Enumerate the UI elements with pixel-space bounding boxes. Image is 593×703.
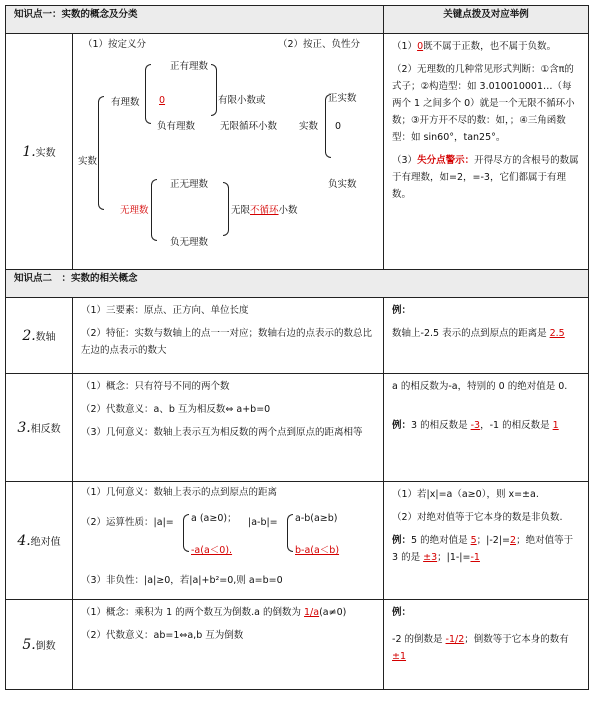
label-number-line: 2.数轴 bbox=[6, 298, 73, 374]
term-pos-rational: 正有理数 bbox=[170, 61, 209, 72]
opposite-content bbox=[73, 374, 384, 482]
number-line-content bbox=[73, 298, 384, 374]
notes-table bbox=[5, 5, 589, 690]
brace-finite bbox=[211, 64, 217, 116]
example-number-line: 数轴上-2.5 表示的点到原点的距离是 2.5 bbox=[392, 328, 565, 339]
keypoint-irrational-forms: （2）无理数的几种常见形式判断：①含π的式子；②构造型：如 3.010010001…（每两个 1 之间多个 0）就是一个无限不循环小数；③开方开不尽的数：如，；④三角函数型：如 sin60°，tan25°。 bbox=[392, 64, 575, 143]
header-keypoints: 关键点拨及对应举例 bbox=[384, 6, 589, 34]
abs-case-2: -a(a＜0). bbox=[191, 545, 233, 556]
label-absolute: 4.绝对值 bbox=[6, 482, 73, 600]
brace-rational bbox=[145, 64, 151, 124]
absolute-operation: （2）运算性质：|a|= bbox=[81, 517, 174, 528]
example-label-5: 例： bbox=[392, 607, 412, 618]
term-real: 实数 bbox=[78, 156, 98, 167]
term-inf-nonrepeating: 无限不循环小数 bbox=[231, 205, 298, 216]
absolute-content bbox=[73, 482, 384, 600]
header-row-2 bbox=[6, 270, 589, 298]
opposite-geometric: （3）几何意义：数轴上表示互为相反数的两个点到原点的距离相等 bbox=[81, 427, 363, 438]
keypoint-warning: （3）失分点警示：开得尽方的含根号的数属于有理数，如=2，=-3，它们都属于有理数。 bbox=[392, 155, 579, 200]
reciprocal-example bbox=[384, 600, 589, 690]
label-reciprocal: 5.倒数 bbox=[6, 600, 73, 690]
abs-diff-label: |a-b|= bbox=[248, 517, 278, 528]
term-zero: 0 bbox=[159, 95, 166, 106]
label-opposite: 3.相反数 bbox=[6, 374, 73, 482]
term-real-2: 实数 bbox=[299, 121, 319, 132]
row-opposite bbox=[6, 374, 589, 482]
abs-diff-case-2: b-a(a＜b) bbox=[295, 545, 340, 556]
reciprocal-concept: （1）概念：乘积为 1 的两个数互为倒数.a 的倒数为 1/a(a≠0) bbox=[81, 607, 347, 618]
row-reciprocal bbox=[6, 600, 589, 690]
absolute-example bbox=[384, 482, 589, 600]
term-finite: 有限小数或 bbox=[218, 95, 266, 106]
row-absolute bbox=[6, 482, 589, 600]
opposite-algebraic: （2）代数意义：a、b 互为相反数⇔ a+b=0 bbox=[81, 404, 271, 415]
reciprocal-content bbox=[73, 600, 384, 690]
classification-cell bbox=[73, 34, 384, 270]
label-real: 1.实数 bbox=[6, 34, 73, 270]
absolute-nonneg: （3）非负性：|a|≥0，若|a|+b²=0,则 a=b=0 bbox=[81, 575, 283, 586]
brace-real bbox=[98, 96, 104, 210]
opposite-example bbox=[384, 374, 589, 482]
term-zero-2: 0 bbox=[335, 121, 342, 132]
abs-keypoint-1: （1）若|x|=a（a≥0），则 x=±a. bbox=[392, 489, 539, 500]
brace-inf-nonrep bbox=[223, 182, 229, 236]
by-sign-label: （2）按正、负性分 bbox=[278, 39, 361, 50]
term-rational: 有理数 bbox=[111, 97, 140, 108]
term-pos-real: 正实数 bbox=[328, 93, 357, 104]
header-topic-2: 知识点二 ：实数的相关概念 bbox=[6, 270, 589, 298]
number-line-example bbox=[384, 298, 589, 374]
number-line-elements: （1）三要素：原点、正方向、单位长度 bbox=[81, 305, 249, 316]
example-label: 例： bbox=[392, 305, 412, 316]
brace-abs bbox=[183, 514, 189, 552]
reciprocal-algebraic: （2）代数意义：ab=1⇔a,b 互为倒数 bbox=[81, 630, 244, 641]
header-row-1 bbox=[6, 6, 589, 34]
example-absolute: 例：5 的绝对值是 5；|-2|=2；绝对值等于 3 的是 ±3；|1-|=-1 bbox=[392, 535, 574, 563]
term-inf-repeating: 无限循环小数 bbox=[220, 121, 278, 132]
term-neg-irrational: 负无理数 bbox=[170, 237, 209, 248]
number-line-feature: （2）特征：实数与数轴上的点一一对应；数轴右边的点表示的数总比左边的点表示的数大 bbox=[81, 328, 373, 356]
term-neg-rational: 负有理数 bbox=[157, 121, 196, 132]
example-reciprocal: -2 的倒数是 -1/2；倒数等于它本身的数有 ±1 bbox=[392, 634, 569, 662]
row-number-line bbox=[6, 298, 589, 374]
term-pos-irrational: 正无理数 bbox=[170, 179, 209, 190]
brace-irrational bbox=[151, 179, 157, 241]
keypoints-real bbox=[384, 34, 589, 270]
term-irrational: 无理数 bbox=[120, 205, 149, 216]
absolute-geometric: （1）几何意义：数轴上表示的点到原点的距离 bbox=[81, 487, 278, 498]
example-opposite: 例：3 的相反数是 -3，-1 的相反数是 1 bbox=[392, 420, 559, 431]
abs-case-1: a (a≥0)； bbox=[191, 513, 237, 524]
abs-diff-case-1: a-b(a≥b) bbox=[295, 513, 338, 524]
term-neg-real: 负实数 bbox=[328, 179, 357, 190]
abs-keypoint-2: （2）对绝对值等于它本身的数是非负数. bbox=[392, 512, 563, 523]
opposite-keypoint: a 的相反数为-a，特别的 0 的绝对值是 0. bbox=[392, 381, 568, 392]
row-real-numbers bbox=[6, 34, 589, 270]
opposite-concept: （1）概念：只有符号不同的两个数 bbox=[81, 381, 230, 392]
keypoint-zero: （1）0既不属于正数，也不属于负数。 bbox=[392, 41, 557, 52]
by-definition-label: （1）按定义分 bbox=[83, 39, 147, 50]
brace-abs-diff bbox=[287, 514, 293, 552]
header-topic-1: 知识点一：实数的概念及分类 bbox=[6, 6, 384, 34]
